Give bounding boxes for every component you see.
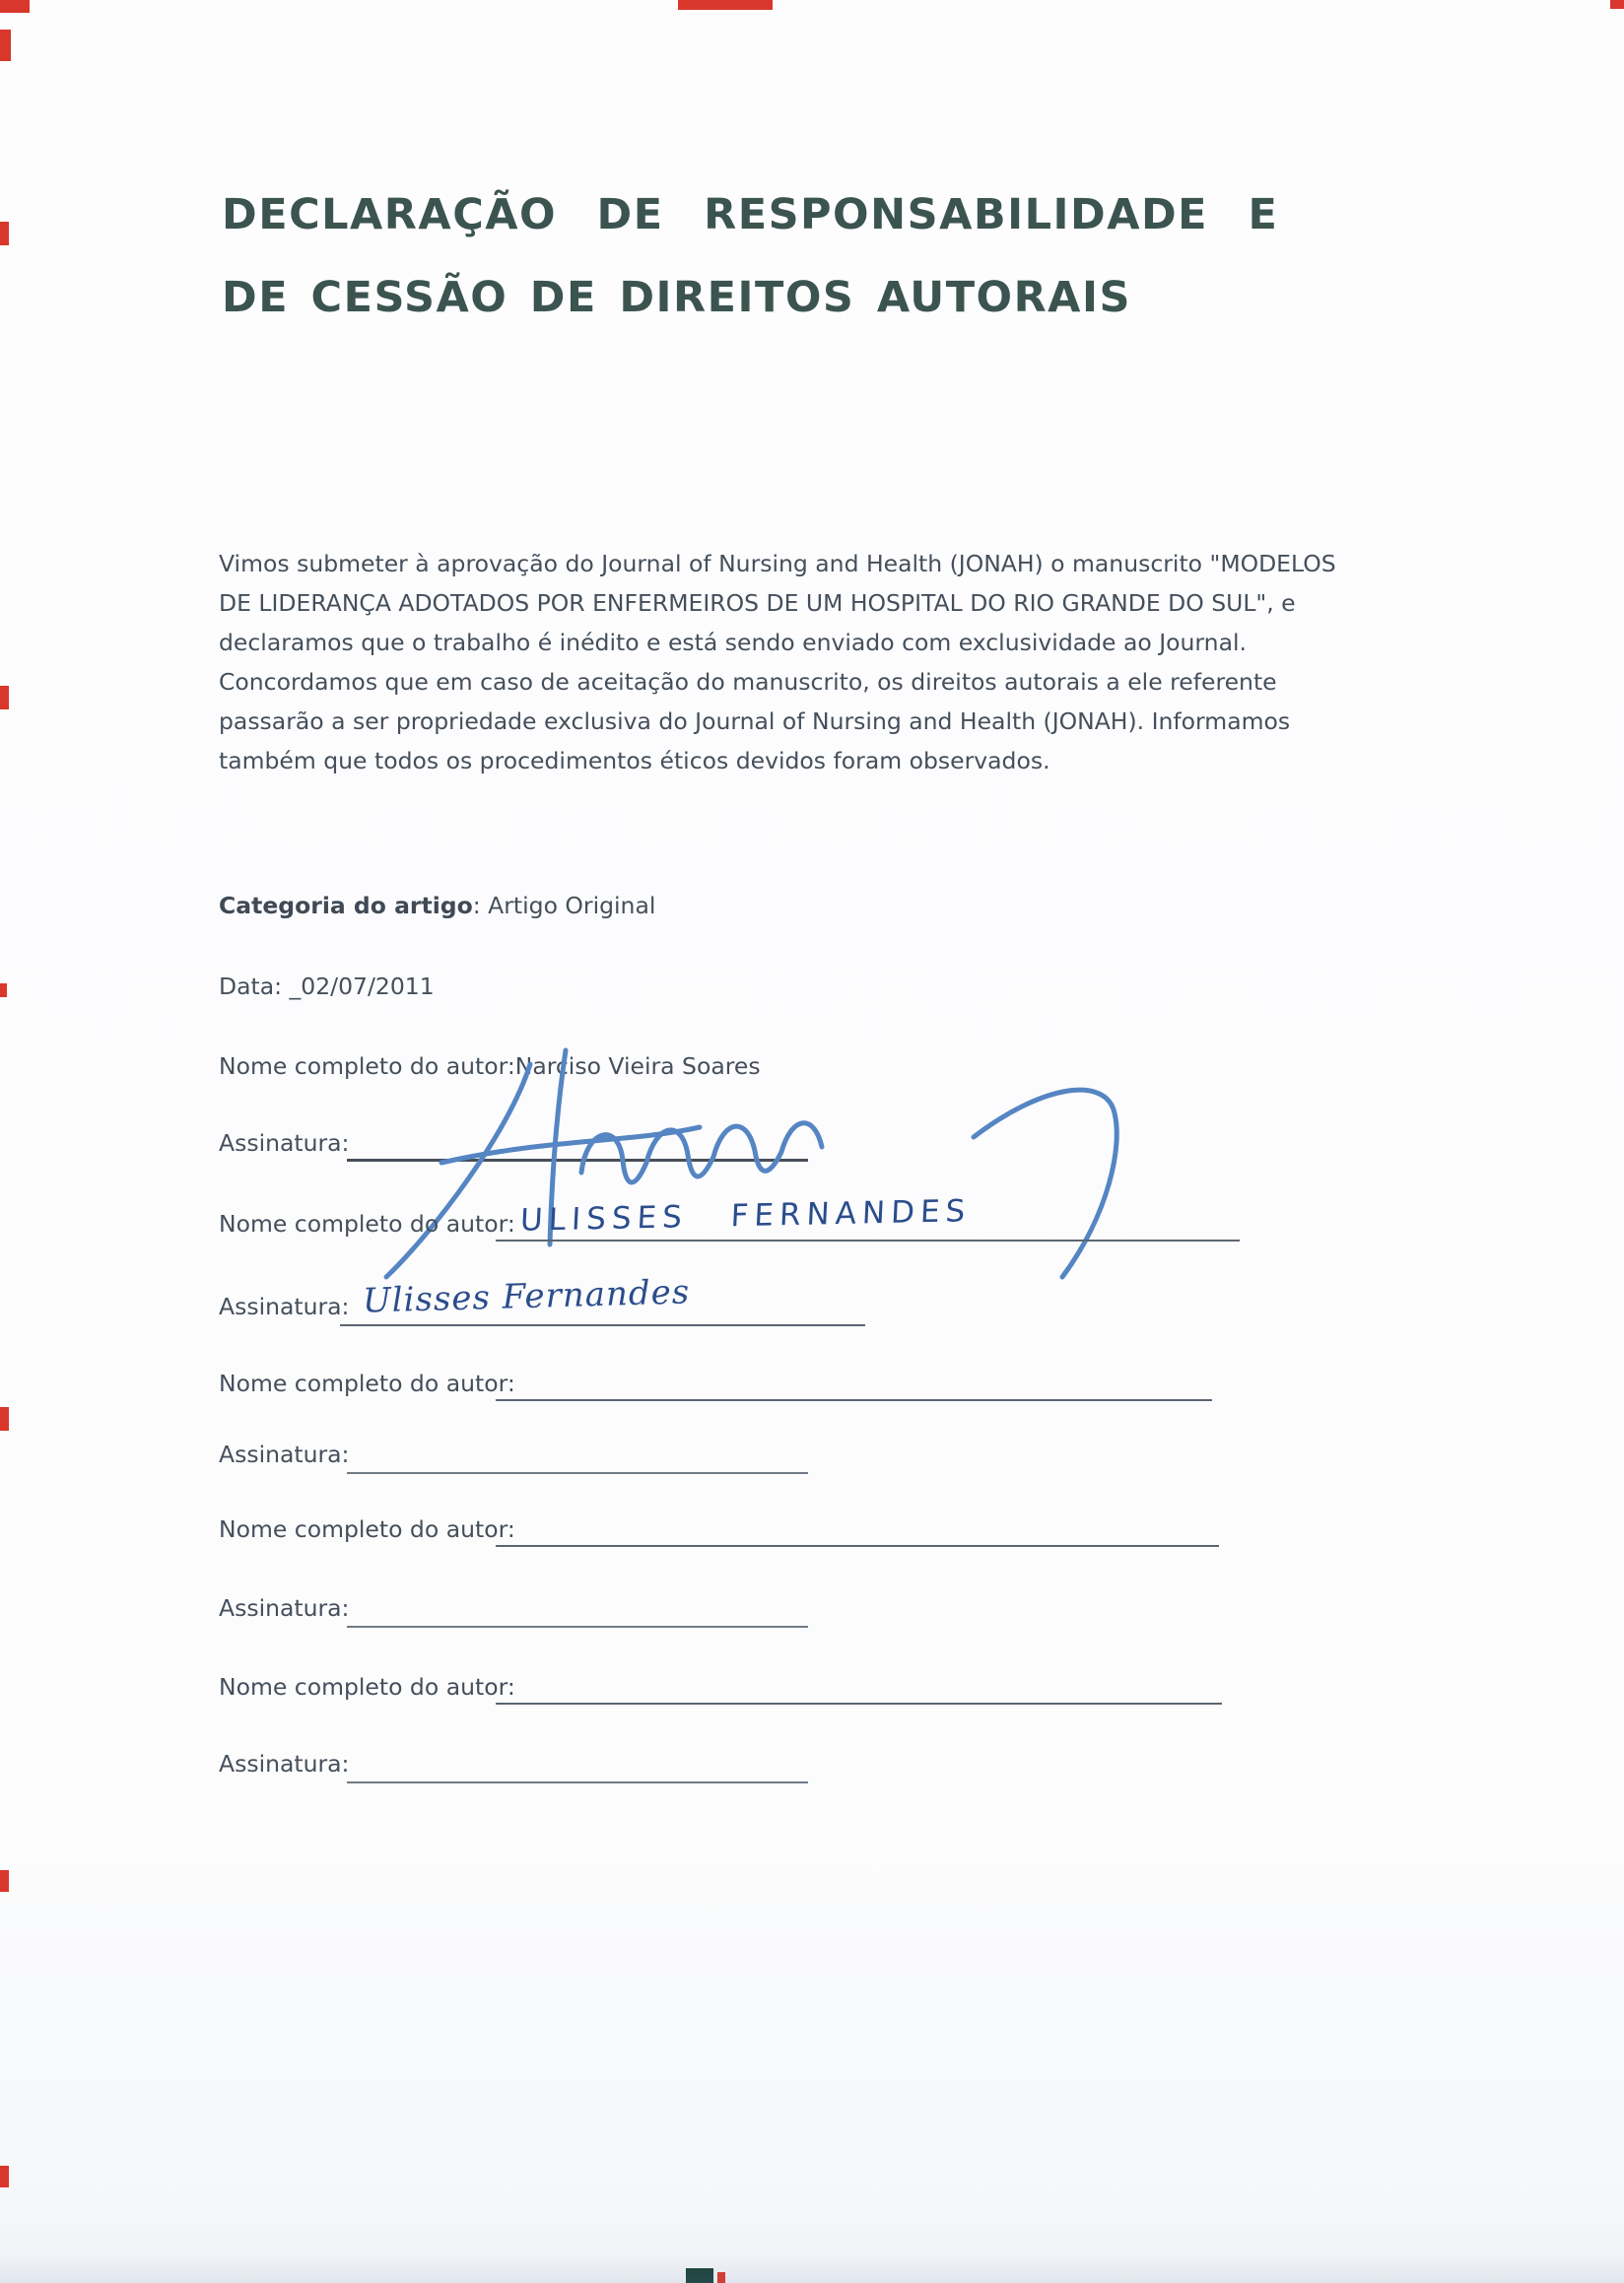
name-line xyxy=(496,1545,1219,1547)
scan-artifact xyxy=(0,222,9,245)
signature-flourish-narciso xyxy=(372,1042,1161,1289)
scan-artifact xyxy=(0,1407,9,1431)
signature-line xyxy=(347,1472,808,1474)
signature-row xyxy=(219,1594,349,1634)
date-value: _02/07/2011 xyxy=(289,973,435,1000)
author-name-value: Narciso Vieira Soares xyxy=(514,1052,761,1080)
scan-artifact xyxy=(0,30,11,61)
author-name-row xyxy=(219,1515,515,1555)
scan-artifact xyxy=(0,0,30,13)
scan-artifact xyxy=(0,2166,9,2187)
paragraph-line: passarão a ser propriedade exclusiva do Journal of Nursing and Health (JONAH). Informamos xyxy=(219,707,1291,735)
scan-artifact xyxy=(678,0,773,10)
category-row xyxy=(219,892,655,931)
page-title-line1: DECLARAÇÃO DE RESPONSABILIDADE E xyxy=(222,190,1279,239)
signature-label: Assinatura: xyxy=(219,1750,350,1778)
paragraph-line: também que todos os procedimentos éticos devidos foram observados. xyxy=(219,747,1050,774)
signature-row xyxy=(219,1441,349,1480)
author-name-label: Nome completo do autor: xyxy=(219,1210,515,1238)
page-title-line2: DE CESSÃO DE DIREITOS AUTORAIS xyxy=(222,273,1131,322)
category-value: : Artigo Original xyxy=(472,892,656,919)
name-line xyxy=(496,1240,1240,1242)
signature-label: Assinatura: xyxy=(219,1129,350,1157)
author-name-label: Nome completo do autor: xyxy=(219,1515,515,1543)
paragraph-line: declaramos que o trabalho é inédito e está sendo enviado com exclusividade ao Journal. xyxy=(219,629,1247,656)
signature-line xyxy=(340,1324,865,1326)
scan-artifact xyxy=(0,983,7,997)
name-line xyxy=(496,1399,1212,1401)
author-name-row xyxy=(219,1210,515,1249)
paragraph-line: Vimos submeter à aprovação do Journal of Nursing and Health (JONAH) o manuscrito "MODELOS xyxy=(219,550,1336,577)
paragraph-line: Concordamos que em caso de aceitação do manuscrito, os direitos autorais a ele referente xyxy=(219,668,1277,696)
declaration-paragraph xyxy=(219,544,1382,780)
scan-smudge xyxy=(0,2257,1624,2283)
author-name-row xyxy=(219,1370,515,1409)
signature-label: Assinatura: xyxy=(219,1441,350,1468)
signature-line xyxy=(347,1626,808,1628)
signature-row xyxy=(219,1129,349,1169)
handwritten-author-name: ULISSES FERNANDES xyxy=(519,1193,973,1239)
author-name-label: Nome completo do autor: xyxy=(219,1052,515,1080)
signature-label: Assinatura: xyxy=(219,1293,350,1320)
date-row xyxy=(219,973,435,1012)
author-name-label: Nome completo do autor: xyxy=(219,1370,515,1397)
date-label: Data: xyxy=(219,973,283,1000)
scan-artifact xyxy=(0,686,9,709)
category-label: Categoria do artigo xyxy=(219,892,473,919)
scan-artifact xyxy=(1610,0,1624,9)
signature-label: Assinatura: xyxy=(219,1594,350,1622)
paragraph-line: DE LIDERANÇA ADOTADOS POR ENFERMEIROS DE UM HOSPITAL DO RIO GRANDE DO SUL", e xyxy=(219,589,1296,617)
author-name-label: Nome completo do autor: xyxy=(219,1673,515,1701)
signature-row xyxy=(219,1293,349,1332)
handwritten-signature: Ulisses Fernandes xyxy=(362,1272,691,1321)
signature-line xyxy=(347,1781,808,1783)
scan-artifact xyxy=(0,1870,9,1892)
signature-row xyxy=(219,1750,349,1789)
name-line xyxy=(496,1703,1222,1705)
author-name-row xyxy=(219,1673,515,1712)
